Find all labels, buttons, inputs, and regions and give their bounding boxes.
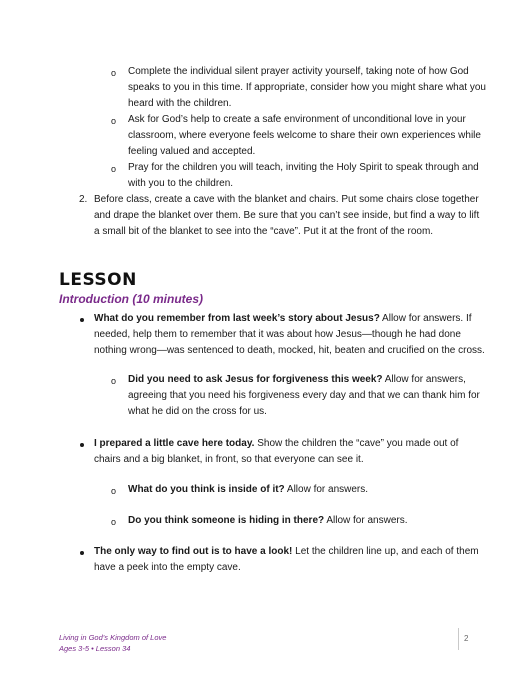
page-number: 2 (464, 634, 469, 643)
page-footer (59, 632, 166, 654)
bullet-dot (80, 318, 84, 322)
prep-subitem-1-line-1: Complete the individual silent prayer activity yourself, taking note of how God (128, 66, 469, 77)
bullet-2-rest: Show the children the “cave” you made out of (254, 438, 459, 449)
bullet-2-line-2: chairs and a big blanket, in front, so that everyone can see it. (94, 454, 364, 465)
bullet-2-line-1 (94, 436, 458, 452)
bullet-1-sub-line-2: agreeing that you need his forgiveness every day and that we can thank him for (128, 390, 480, 401)
bullet-1-line-1 (94, 311, 472, 327)
lesson-heading: LESSON (59, 270, 137, 290)
bullet-1-line-2: needed, help them to remember that it was about how Jesus—though he had done (94, 329, 461, 340)
bullet-2-sub-1-rest: Allow for answers. (284, 484, 369, 495)
prep-item-2-line-2: and drape the blanket over them. Be sure that you can’t see inside, but find a way to lift (94, 210, 480, 221)
bullet-1-sub-rest: Allow for answers, (382, 374, 466, 385)
prep-subitem-2-line-2: classroom, where everyone feels welcome to share their own experiences while (128, 130, 481, 141)
footer-title: Living in God’s Kingdom of Love (59, 633, 167, 642)
footer-subtitle: Ages 3-5 • Lesson 34 (59, 644, 131, 653)
sub-bullet-marker: o (111, 68, 117, 78)
sub-bullet-marker: o (111, 517, 117, 527)
bullet-1-sub-line-1 (128, 372, 466, 388)
bullet-2-sub-1-line (128, 482, 368, 498)
bullet-2-sub-2-bold: Do you think someone is hiding in there? (128, 515, 325, 526)
bullet-1-line-3: nothing wrong—was sentenced to death, mocked, hit, beaten and crucified on the cross. (94, 345, 485, 356)
prep-item-2-line-3: a small bit of the blanket to see into the “cave”. Put it at the front of the room. (94, 226, 434, 237)
bullet-1-sub-bold: Did you need to ask Jesus for forgiveness this week? (128, 374, 383, 385)
prep-subitem-2-line-3: feeling valued and accepted. (128, 146, 256, 157)
bullet-1-bold: What do you remember from last week’s story about Jesus? (94, 313, 380, 324)
prep-subitem-3-line-2: with you to the children. (128, 178, 234, 189)
prep-subitem-1-line-2: speaks to you in this time. If appropriate, consider how you might share what you (128, 82, 486, 93)
sub-bullet-marker: o (111, 486, 117, 496)
sub-bullet-marker: o (111, 116, 117, 126)
bullet-2-sub-1-bold: What do you think is inside of it? (128, 484, 285, 495)
prep-item-2-line-1: Before class, create a cave with the blanket and chairs. Put some chairs close together (94, 194, 479, 205)
bullet-2-bold: I prepared a little cave here today. (94, 438, 255, 449)
bullet-1-rest: Allow for answers. If (379, 313, 472, 324)
prep-subitem-1-line-3: heard with the children. (128, 98, 232, 109)
introduction-subheading: Introduction (10 minutes) (59, 292, 203, 306)
sub-bullet-marker: o (111, 164, 117, 174)
sub-bullet-marker: o (111, 376, 117, 386)
list-number: 2. (79, 194, 88, 205)
prep-subitem-2-line-1: Ask for God’s help to create a safe environment of unconditional love in your (128, 114, 466, 125)
bullet-2-sub-2-rest: Allow for answers. (324, 515, 408, 526)
footer-divider (458, 628, 459, 650)
bullet-3-rest: Let the children line up, and each of them (292, 546, 479, 557)
bullet-1-sub-line-3: what he did on the cross for us. (128, 406, 267, 417)
bullet-dot (80, 443, 84, 447)
bullet-dot (80, 551, 84, 555)
bullet-2-sub-2-line (128, 513, 408, 529)
bullet-3-bold: The only way to find out is to have a look! (94, 546, 293, 557)
prep-subitem-3-line-1: Pray for the children you will teach, inviting the Holy Spirit to speak through and (128, 162, 479, 173)
bullet-3-line-1 (94, 544, 479, 560)
bullet-3-line-2: have a peek into the empty cave. (94, 562, 241, 573)
